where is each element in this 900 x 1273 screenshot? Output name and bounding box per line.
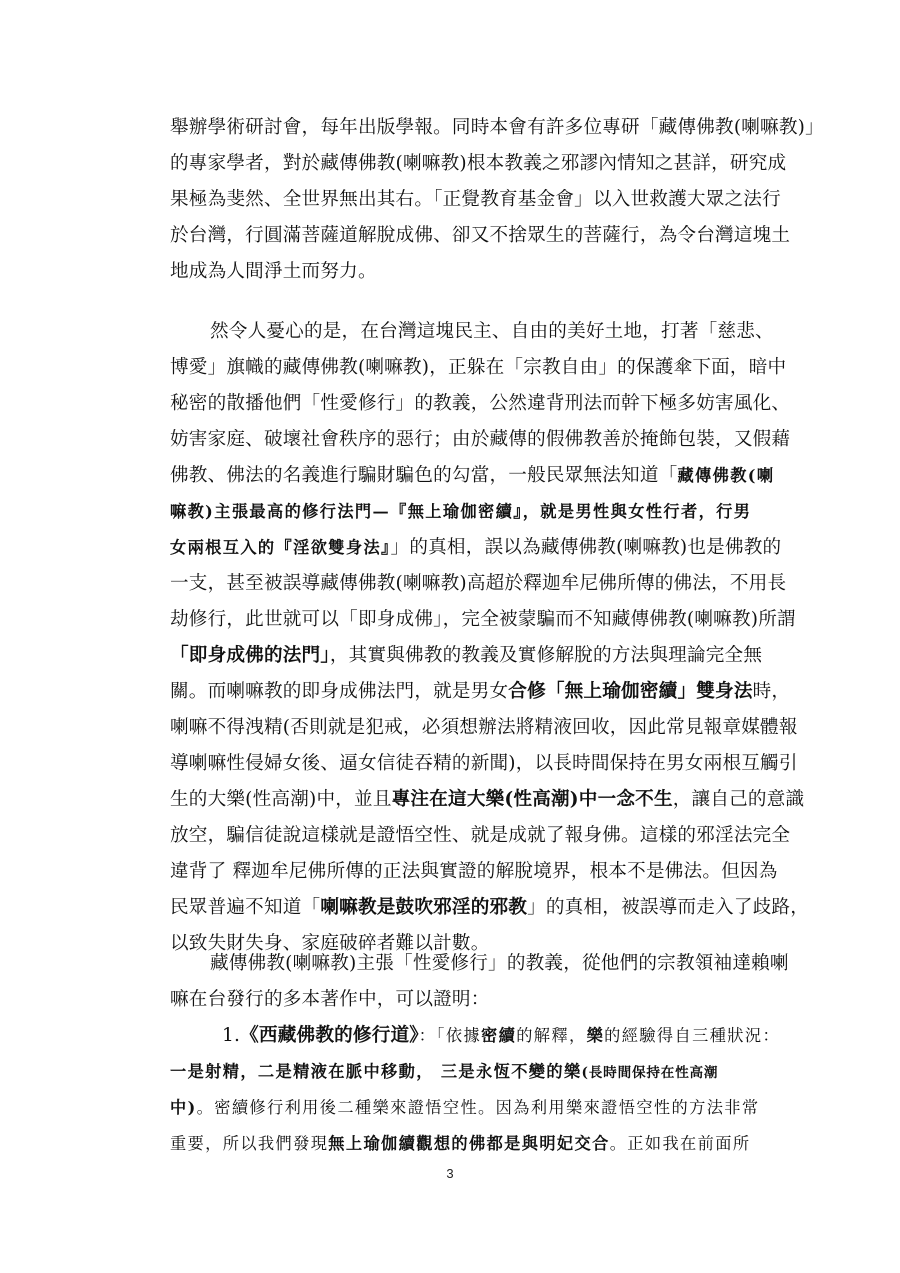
emphasis-text: 密續: [481, 1026, 517, 1045]
bold-text: 「即身成佛的法門」: [170, 645, 330, 666]
text-line: [170, 458, 775, 494]
text-run: 的解釋，: [516, 1026, 587, 1045]
text-line: 喇嘛不得洩精(否則就是犯戒，必須想辦法將精液回收，因此常見報章媒體報: [170, 717, 798, 738]
paragraph-evidence: [170, 946, 789, 1018]
text-line: 秘密的散播他們「性愛修行」的教義，公然違背刑法而幹下極多妨害風化、: [170, 393, 791, 414]
text-line: [170, 674, 791, 710]
text-line: [170, 1126, 770, 1162]
emphasis-note: (長時間保持在性高潮: [581, 1065, 719, 1081]
text-line: [170, 1054, 770, 1090]
text-line: 放空，騙信徒說這樣就是證悟空性、就是成就了報身佛。這樣的邪淫法完全: [170, 825, 791, 846]
text-line: 違背了 釋迦牟尼佛所傳的正法與實證的解脫境界，根本不是佛法。但因為: [170, 861, 778, 882]
book-title: 《西藏佛教的修行道》: [240, 1025, 419, 1046]
text-line: 導喇嘛性侵婦女後、逼女信徒吞精的新聞)，以長時間保持在男女兩根互觸引: [170, 753, 798, 774]
text-line: [170, 782, 805, 818]
text-run: 民眾普遍不知道「: [170, 897, 321, 918]
emphasis-text: 無上瑜伽續觀想的佛都是與明妃交合: [328, 1134, 610, 1153]
text-line: [170, 1090, 770, 1126]
emphasis-line: 嘛教)主張最高的修行法門—『無上瑜伽密續』，就是男性與女性行者，行男: [170, 502, 752, 521]
list-number: 1.: [222, 1025, 241, 1046]
text-run: 。密續修行利用後二種樂來證悟空性。因為利用樂來證悟空性的方法非常: [196, 1098, 760, 1117]
emphasis-text: 中): [170, 1098, 197, 1117]
text-line: 嘛在台發行的多本著作中，可以證明：: [170, 989, 490, 1010]
text-line: [170, 530, 782, 566]
text-run: 關。而喇嘛教的即身成佛法門，就是男女: [170, 681, 509, 702]
page-number: 3: [446, 1166, 454, 1181]
emphasis-text: 女兩根互入的『淫欲雙身法』: [170, 538, 391, 557]
text-run: ：「依據: [418, 1026, 482, 1045]
text-line: 的專家學者，對於藏傳佛教(喇嘛教)根本教義之邪謬內情知之甚詳，研究成: [170, 153, 787, 174]
paragraph-intro: [170, 110, 824, 290]
bold-text: 喇嘛教是鼓吹邪淫的邪教: [320, 897, 528, 918]
text-run: 佛教、佛法的名義進行騙財騙色的勾當，一般民眾無法知道「: [170, 465, 678, 486]
text-line: 然令人憂心的是，在台灣這塊民主、自由的美好土地，打著「慈悲、: [210, 321, 774, 342]
text-line: 舉辦學術研討會，每年出版學報。同時本會有許多位專研「藏傳佛教(喇嘛教)」: [170, 117, 824, 138]
emphasis-text: 一是射精，二是精液在脈中移動， 三是永恆不變的樂: [170, 1062, 582, 1081]
text-line: 藏傳佛教(喇嘛教)主張「性愛修行」的教義，從他們的宗教領袖達賴喇: [210, 953, 789, 974]
bold-text: 合修「無上瑜伽密續」雙身法: [508, 681, 753, 702]
emphasis-text: 樂: [586, 1026, 605, 1045]
bold-text: 專注在這大樂(性高潮)中一念不生: [391, 789, 673, 810]
text-line: 於台灣，行圓滿菩薩道解脫成佛、卻又不捨眾生的菩薩行，為令台灣這塊土: [170, 225, 791, 246]
text-line: 一支，甚至被誤導藏傳佛教(喇嘛教)高超於釋迦牟尼佛所傳的佛法，不用長: [170, 573, 787, 594]
text-line: 劫修行，此世就可以「即身成佛」，完全被蒙騙而不知藏傳佛教(喇嘛教)所謂: [170, 609, 796, 630]
text-run: 」的真相，誤以為藏傳佛教(喇嘛教)也是佛教的: [390, 537, 782, 558]
text-run: 時，: [752, 681, 791, 702]
text-line: [170, 890, 810, 926]
text-run: 生的大樂(性高潮)中，並且: [170, 789, 392, 810]
quote-item-1: [170, 1018, 781, 1162]
text-run: 」的真相，被誤導而走入了歧路，: [527, 897, 810, 918]
text-line: [170, 1018, 781, 1054]
text-run: 重要，所以我們發現: [170, 1134, 329, 1153]
text-line: 以致失財失身、家庭破碎者難以計數。: [170, 933, 490, 954]
text-line: [170, 638, 770, 674]
text-run: 的經驗得自三種狀況：: [604, 1026, 781, 1045]
text-line: 果極為斐然、全世界無出其右。「正覺教育基金會」以入世救護大眾之法行: [170, 189, 781, 210]
text-line: 妨害家庭、破壞社會秩序的惡行；由於藏傳的假佛教善於掩飾包裝，又假藉: [170, 429, 791, 450]
emphasis-text: 藏傳佛教(喇: [677, 466, 775, 485]
paragraph-concern: [170, 314, 810, 962]
text-run: ，讓自己的意識: [672, 789, 805, 810]
text-run: ，其實與佛教的教義及實修解脫的方法與理論完全無: [329, 645, 763, 666]
text-line: 地成為人間淨土而努力。: [170, 261, 377, 282]
text-line: 博愛」旗幟的藏傳佛教(喇嘛教)，正躲在「宗教自由」的保護傘下面，暗中: [170, 357, 787, 378]
text-run: 。正如我在前面所: [609, 1134, 751, 1153]
